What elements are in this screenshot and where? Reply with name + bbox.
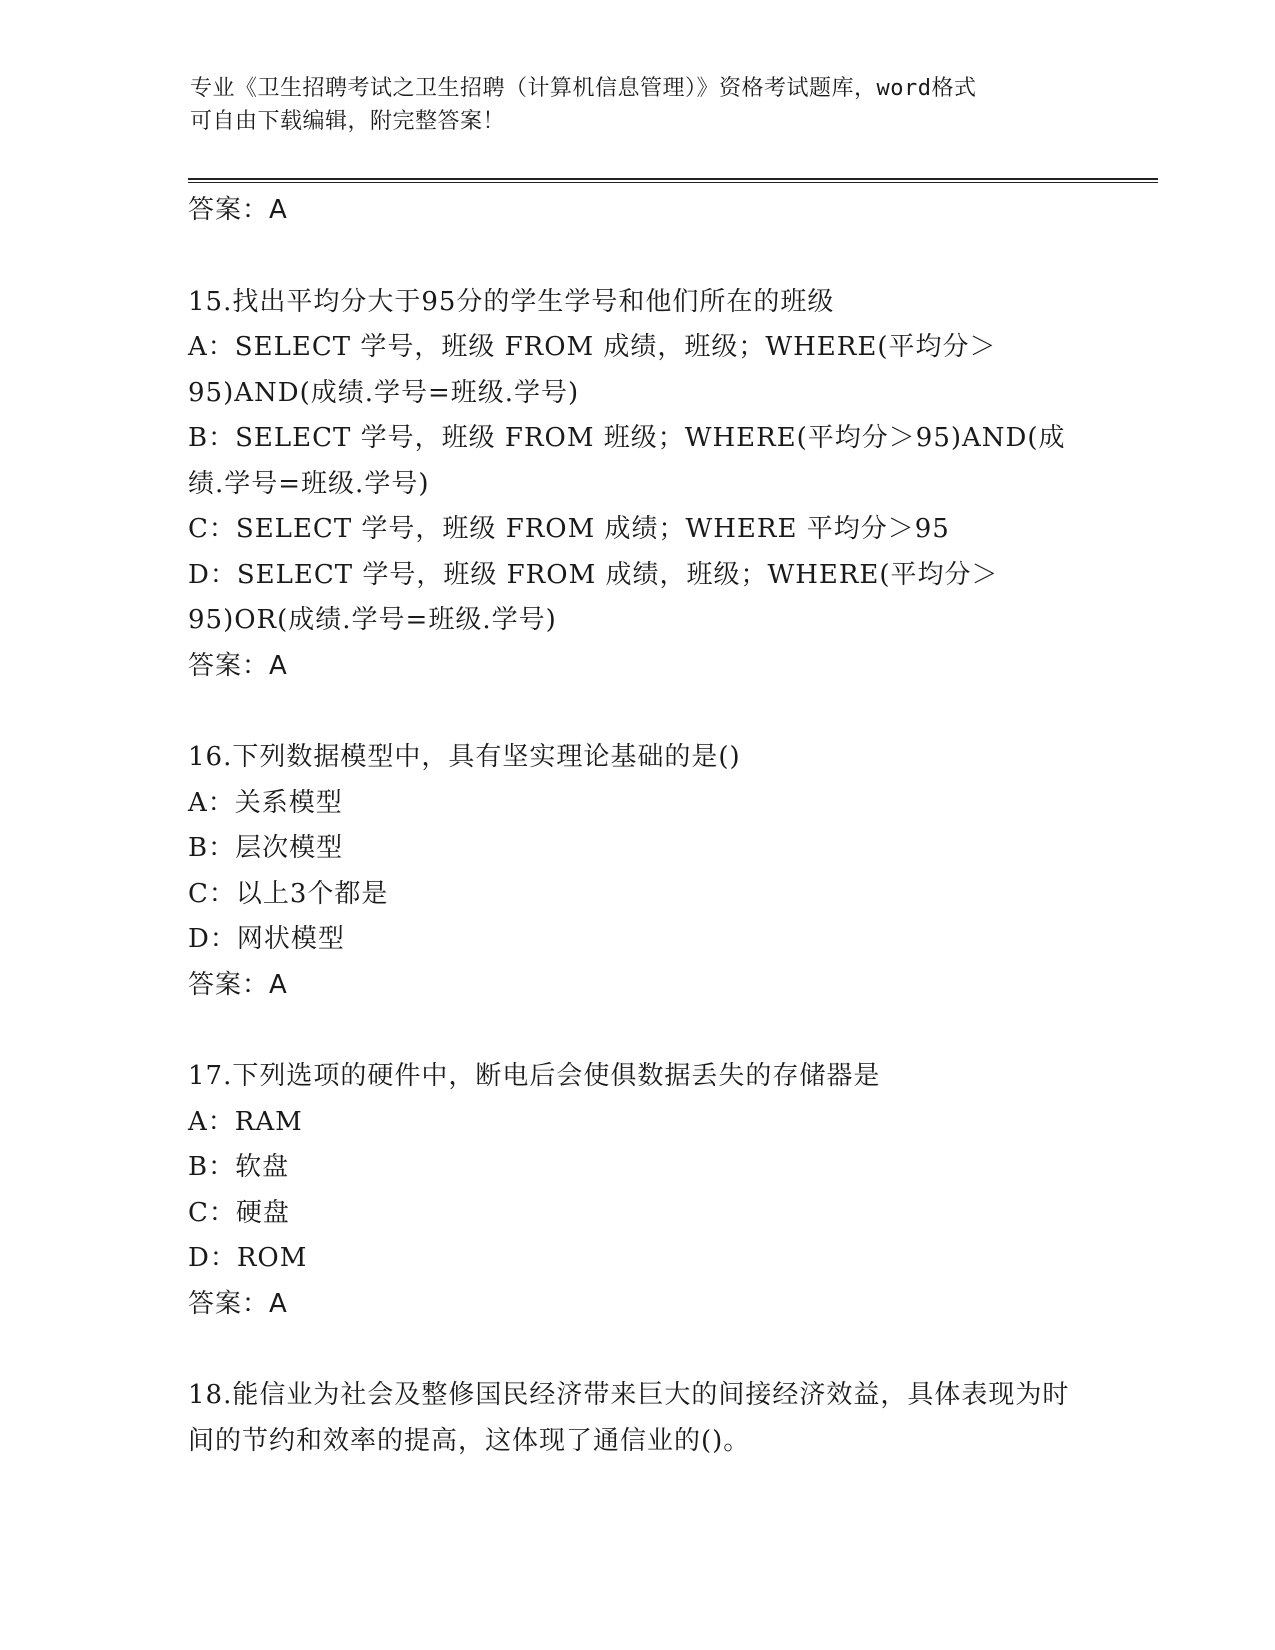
question-16 [188, 735, 1088, 1008]
option-c: C：硬盘 [188, 1197, 290, 1228]
spacer [188, 689, 1088, 735]
option-b: B：层次模型 [188, 833, 344, 863]
option-c: C：SELECT 学号，班级 FROM 成绩；WHERE 平均分＞95 [188, 514, 950, 544]
question-list [188, 188, 1088, 1464]
option-d: D：ROM [188, 1243, 308, 1273]
question-stem: 16.下列数据模型中，具有坚实理论基础的是() [188, 742, 741, 772]
option-b: B：SELECT 学号，班级 FROM 班级；WHERE(平均分＞95)AND(成绩.学号=班级.学号) [188, 423, 1066, 499]
answer-line: 答案：A [188, 1288, 288, 1319]
header-divider [188, 178, 1158, 183]
document-header [190, 72, 1090, 138]
question-stem: 17.下列选项的硬件中，断电后会使俱数据丢失的存储器是 [188, 1061, 881, 1091]
option-d: D：网状模型 [188, 924, 345, 954]
question-18 [188, 1373, 1088, 1464]
answer-line: 答案：A [188, 650, 288, 681]
question-stem: 15.找出平均分大于95分的学生学号和他们所在的班级 [188, 286, 835, 317]
option-c: C：以上3个都是 [188, 878, 389, 909]
header-line-1: 专业《卫生招聘考试之卫生招聘（计算机信息管理）》资格考试题库，word格式 [190, 76, 977, 101]
option-d: D：SELECT 学号，班级 FROM 成绩，班级；WHERE(平均分＞95)OR(成绩.学号=班级.学号) [188, 559, 999, 635]
answer-line: 答案：A [188, 195, 288, 225]
question-stem: 18.能信业为社会及整修国民经济带来巨大的间接经济效益，具体表现为时间的节约和效率的提高，这体现了通信业的()。 [188, 1380, 1070, 1456]
option-a: A：SELECT 学号，班级 FROM 成绩，班级；WHERE(平均分＞95)AND(成绩.学号=班级.学号) [188, 332, 997, 408]
question-17 [188, 1054, 1088, 1327]
option-a: A：RAM [188, 1106, 303, 1137]
option-a: A：关系模型 [188, 787, 343, 818]
spacer [188, 234, 1088, 280]
header-line-2: 可自由下载编辑，附完整答案！ [190, 109, 506, 134]
answer-line: 答案：A [188, 969, 288, 1000]
spacer [188, 1327, 1088, 1373]
question-15 [188, 280, 1088, 690]
spacer [188, 1008, 1088, 1054]
option-b: B：软盘 [188, 1152, 290, 1182]
